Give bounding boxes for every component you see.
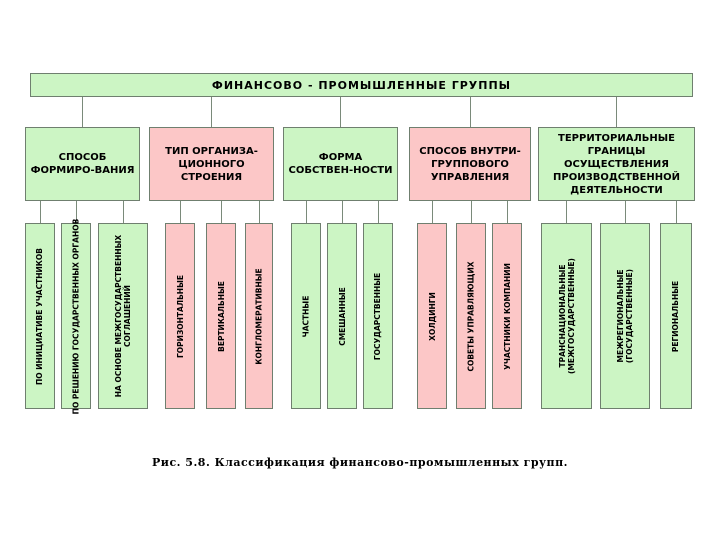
- leaf-box: [206, 223, 236, 409]
- connector-line: [470, 97, 471, 127]
- diagram-title: ФИНАНСОВО - ПРОМЫШЛЕННЫЕ ГРУППЫ: [211, 78, 512, 92]
- diagram-title-box: [30, 73, 693, 97]
- connector-line: [625, 201, 626, 223]
- leaf-box: [492, 223, 522, 409]
- leaf-box: [327, 223, 357, 409]
- connector-line: [211, 97, 212, 127]
- category-label: ФОРМА СОБСТВЕН-НОСТИ: [288, 152, 393, 176]
- leaf-box: [25, 223, 55, 409]
- category-box-5: [538, 127, 695, 201]
- category-label: ТЕРРИТОРИАЛЬНЫЕ ГРАНИЦЫ ОСУЩЕСТВЛЕНИЯ ПРОИЗВОДСТВЕННОЙ ДЕЯТЕЛЬНОСТИ: [553, 132, 680, 196]
- leaf-box: [98, 223, 148, 409]
- connector-line: [676, 201, 677, 223]
- leaf-box: [165, 223, 195, 409]
- category-label: ТИП ОРГАНИЗА-ЦИОННОГО СТРОЕНИЯ: [165, 145, 258, 183]
- leaf-label: СМЕШАННЫЕ: [337, 286, 347, 346]
- figure-caption: Рис. 5.8. Классификация финансово-промышленных групп.: [152, 456, 568, 469]
- leaf-box: [363, 223, 393, 409]
- connector-line: [340, 97, 341, 127]
- leaf-label: ВЕРТИКАЛЬНЫЕ: [216, 280, 226, 352]
- connector-line: [432, 201, 433, 223]
- leaf-label: ГОСУДАРСТВЕННЫЕ: [373, 272, 383, 360]
- category-box-1: [25, 127, 140, 201]
- leaf-box: [456, 223, 486, 409]
- leaf-label: ГОРИЗОНТАЛЬНЫЕ: [175, 274, 185, 358]
- category-box-4: [409, 127, 531, 201]
- connector-line: [123, 201, 124, 223]
- leaf-label: МЕЖРЕГИОНАЛЬНЫЕ (ГОСУДАРСТВЕННЫЕ): [616, 268, 634, 364]
- category-box-3: [283, 127, 398, 201]
- leaf-label: НА ОСНОВЕ МЕЖГОСУДАРСТВЕННЫХ СОГЛАШЕНИЙ: [114, 234, 132, 398]
- connector-line: [221, 201, 222, 223]
- leaf-label: УЧАСТНИКИ КОМПАНИИ: [502, 262, 512, 370]
- leaf-box: [541, 223, 592, 409]
- connector-line: [40, 201, 41, 223]
- leaf-box: [61, 218, 91, 414]
- connector-line: [259, 201, 260, 223]
- connector-line: [180, 201, 181, 223]
- connector-line: [566, 201, 567, 223]
- connector-line: [616, 97, 617, 127]
- connector-line: [342, 201, 343, 223]
- leaf-label: РЕГИОНАЛЬНЫЕ: [671, 280, 681, 352]
- leaf-label: ЧАСТНЫЕ: [301, 295, 311, 337]
- connector-line: [306, 201, 307, 223]
- connector-line: [507, 201, 508, 223]
- leaf-box: [600, 223, 650, 409]
- leaf-label: ПО РЕШЕНИЮ ГОСУДАРСТВЕННЫХ ОРГАНОВ: [71, 218, 81, 414]
- category-label: СПОСОБ ВНУТРИ-ГРУППОВОГО УПРАВЛЕНИЯ: [419, 145, 521, 183]
- leaf-box: [245, 223, 273, 409]
- leaf-box: [291, 223, 321, 409]
- leaf-box: [660, 223, 692, 409]
- leaf-label: СОВЕТЫ УПРАВЛЯЮЩИХ: [466, 260, 476, 372]
- leaf-label: ПО ИНИЦИАТИВЕ УЧАСТНИКОВ: [35, 247, 45, 385]
- connector-line: [471, 201, 472, 223]
- category-box-2: [149, 127, 274, 201]
- connector-line: [82, 97, 83, 127]
- connector-line: [378, 201, 379, 223]
- category-label: СПОСОБ ФОРМИРО-ВАНИЯ: [30, 152, 135, 176]
- leaf-box: [417, 223, 447, 409]
- leaf-label: КОНГЛОМЕРАТИВНЫЕ: [254, 267, 264, 365]
- leaf-label: ТРАНСНАЦИОНАЛЬНЫЕ (МЕЖГОСУДАРСТВЕННЫЕ): [557, 258, 576, 374]
- leaf-label: ХОЛДИНГИ: [427, 291, 437, 341]
